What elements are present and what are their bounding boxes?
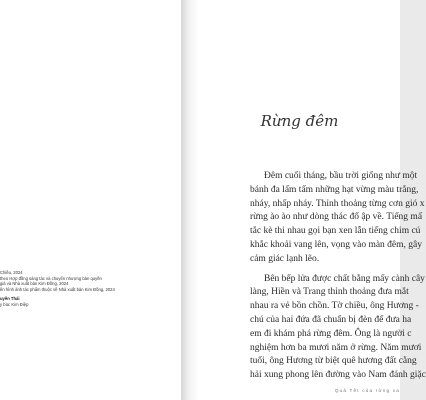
credit-line: y bìa: Kim Điệp: [0, 301, 29, 307]
copyright-line: Chiều, 2024: [0, 270, 23, 275]
text-line: tuổi, ông Hương từ biệt quê hương đất cằng: [250, 356, 417, 367]
text-line: nghiệm hơn ba mươi năm ở rừng. Năm mươi: [250, 342, 422, 353]
credit-name: uyền Thái: [0, 296, 20, 302]
copyright-line: giả và Nhà xuất bản Kim Đồng, 2024: [0, 281, 69, 287]
text-line: Đêm cuối tháng, bầu trời giống như một: [264, 171, 418, 181]
right-page: [199, 0, 426, 400]
text-line: khắc khoải vang lên, vọng vào màn đêm, gây: [250, 239, 423, 250]
copyright-block: [0, 270, 181, 308]
text-line: Bên bếp lửa được chất bằng mấy cành cây: [264, 273, 425, 284]
text-line: bánh đa lấm tấm những hạt vừng màu trắng,: [250, 184, 419, 195]
copyright-line: theo Hợp đồng sáng tác và chuyển nhượng bản quyền: [0, 275, 102, 281]
book-gutter: [181, 0, 199, 400]
copyright-line: ền hình ảnh tác phẩm thuộc về Nhà xuất bản Kim Đồng, 2024: [0, 286, 115, 292]
running-footer: Quả Tết của rừng xa: [334, 388, 400, 393]
text-line: em đi khám phá rừng đêm. Ông là người c: [250, 328, 412, 339]
body-text: [250, 170, 426, 383]
text-line: tắc kè thi nhau gọi bạn xen lẫn tiếng chim cú: [250, 226, 421, 237]
text-line: nhau ra vẻ bồn chồn. Tờ chiều, ông Hương -: [250, 301, 419, 312]
text-line: rừng ào ào như dòng thác đổ ập về. Tiếng mấ: [250, 212, 423, 223]
chapter-title: Rừng đêm: [260, 112, 339, 130]
text-line: chú của hai đứa đã chuẩn bị đèn để đưa ha: [250, 314, 412, 325]
text-line: làng, Hiền và Trang thỉnh thoảng đưa mắt: [250, 287, 409, 298]
text-line: nháy, nhấp nháy. Thỉnh thoảng từng cơn gió x: [250, 198, 425, 209]
text-line: hải xung phong lên đường vào Nam đánh giặc: [250, 370, 426, 381]
left-page: [0, 0, 181, 400]
text-line: cảm giác lạnh lẽo.: [250, 253, 320, 264]
